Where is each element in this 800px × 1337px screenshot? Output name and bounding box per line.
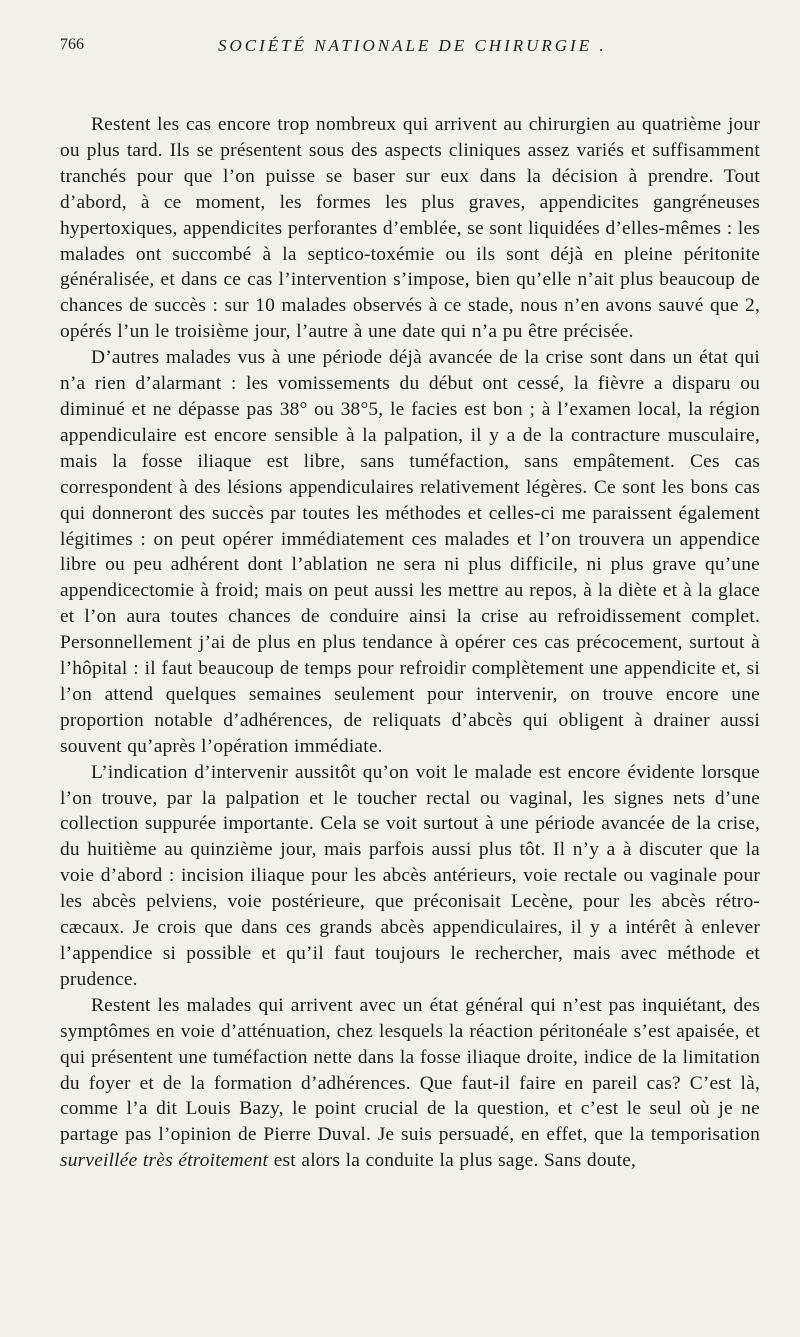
article-body	[60, 112, 760, 1174]
running-header	[60, 36, 760, 64]
paragraph-4-text-after: est alors la conduite la plus sage. Sans doute,	[268, 1150, 637, 1172]
paragraph-4-italic-text: surveillée très étroitement	[60, 1150, 269, 1172]
paragraph-4-text-before: Restent les malades qui arrivent avec un état général qui n’est pas inquiétant, des symptômes en voie d’atténuation, chez lesquels la réaction péritonéale s’est apaisée, et qui présentent une tuméfaction nette dans la fosse iliaque droite, indice de la limitation du foyer et de la formation d’adhérences. Que faut-il faire en pareil cas? C’est là, comme l’a dit Louis Bazy, le point crucial de la question, et c’est le seul où je ne partage pas l’opinion de Pierre Duval. Je suis persuadé, en effet, que la temporisation	[60, 994, 760, 1146]
paragraph-4	[60, 993, 760, 1174]
journal-title: SOCIÉTÉ NATIONALE DE CHIRURGIE .	[218, 36, 607, 55]
paragraph-2: D’autres malades vus à une période déjà avancée de la crise sont dans un état qui n’a rien d’alarmant : les vomissements du début ont cessé, la fièvre a disparu ou diminué et ne dépasse pas 38° ou 38°5, le facies est bon ; à l’examen local, la région appendiculaire est encore sensible à la palpation, il y a de la contracture musculaire, mais la fosse iliaque est libre, sans tuméfaction, sans empâtement. Ces cas correspondent à des lésions appendiculaires relativement légères. Ce sont les bons cas qui donneront des succès par toutes les méthodes et celles-ci me paraissent également légitimes : on peut opérer immédiatement ces malades et l’on trouvera un appendice libre ou peu adhérent dont l’ablation ne sera ni plus difficile, ni plus grave qu’une appendicectomie à froid; mais on peut aussi les mettre au repos, à la diète et à la glace et l’on aura toutes chances de conduire ainsi la crise au refroidissement complet. Personnellement j’ai de plus en plus tendance à opérer ces cas précocement, surtout à l’hôpital : il faut beaucoup de temps pour refroidir complètement une appendicite et, si l’on attend quelques semaines seulement pour intervenir, on trouve encore une proportion notable d’adhérences, de reliquats d’abcès qui obligent à drainer aussi souvent qu’après l’opération immédiate.	[60, 347, 760, 757]
page-number: 766	[60, 36, 84, 53]
paragraph-3: L’indication d’intervenir aussitôt qu’on voit le malade est encore évidente lorsque l’on trouve, par la palpation et le toucher rectal ou vaginal, les signes nets d’une collection suppurée importante. Cela se voit surtout à une période avancée de la crise, du huitième au quinzième jour, mais parfois aussi plus tôt. Il n’y a à discuter que la voie d’abord : incision iliaque pour les abcès antérieurs, voie rectale ou vaginale pour les abcès pelviens, voie postérieure, que préconisait Lecène, pour les abcès rétro-cæcaux. Je crois que dans ces grands abcès appendiculaires, il y a intérêt à enlever l’appendice si possible et qu’il faut toujours le rechercher, mais avec méthode et prudence.	[60, 761, 760, 990]
paragraph-1: Restent les cas encore trop nombreux qui arrivent au chirurgien au quatrième jour ou plus tard. Ils se présentent sous des aspects cliniques assez variés et suffisamment tranchés pour que l’on puisse se baser sur eux dans la décision à prendre. Tout d’abord, à ce moment, les formes les plus graves, appendicites gangréneuses hypertoxiques, appendicites perforantes d’emblée, se sont liquidées d’elles-mêmes : les malades ont succombé à la septico-toxémie ou ils sont déjà en pleine péritonite généralisée, et dans ce cas l’intervention s’impose, bien qu’elle n’ait plus beaucoup de chances de succès : sur 10 malades observés à ce stade, nous n’en avons sauvé que 2, opérés l’un le troisième jour, l’autre à une date qui n’a pu être précisée.	[60, 114, 760, 343]
